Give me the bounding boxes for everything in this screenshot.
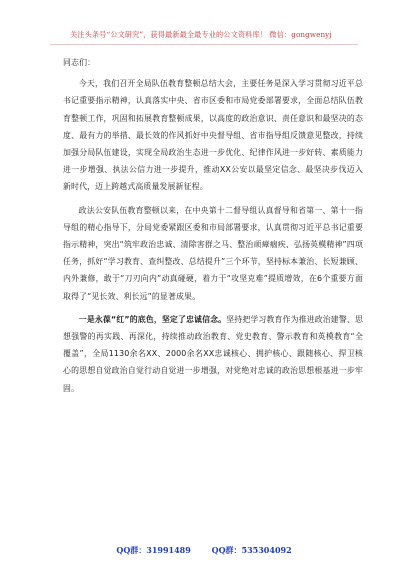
header-banner: 关注头条号“公文研究”，获得最新最全最专业的公文资料库！ 微信：gongwenyj (70, 30, 332, 39)
salutation: 同志们： (63, 58, 96, 67)
paragraph-1: 今天，我们召开全局队伍教育整顿总结大会，主要任务是深入学习贯彻习近平总书记重要指示精神，认真落实中央、省市区委和市局党委部署要求，全面总结队伍教育整顿工作，巩固和拓展教育整顿成果，以高度的政治意识、责任意识和最坚决的态度、最有力的举措、最长效的作风抓好中央督导组、省市指导组反馈意见整改，持续加强分局队伍建设，实现全局政治生态进一步优化、纪律作风进一步好转、素质能力进一步增强、执法公信力进一步提升，推动XX公安以最坚定信念、最坚决步伐迈入新时代，迈上跨越式高质量发展新征程。 (63, 79, 363, 192)
header-divider (50, 44, 358, 45)
document-body (63, 54, 363, 397)
paragraph-2: 政法公安队伍教育整顿以来，在中央第十二督导组认真督导和省第一、第十一指导组的精心指导下，分局党委紧跟区委和市局部署要求，认真贯彻习近平总书记重要指示精神，突出“筑牢政治忠诚、清除害群之马、整治顽瘴痼疾、弘扬英模精神”四项任务，抓好“学习教育、查纠整改、总结提升”三个环节，坚持标本兼治、长短兼顾、内外兼修，敢于“刀刃向内”动真碰硬，着力于“攻坚克难”提质增效，在6个重要方面取得了“见长效、利长远”的显著成果。 (63, 205, 363, 301)
footer-qq-group-2: QQ群：535304092 (211, 545, 292, 555)
footer-qq-groups (0, 545, 408, 556)
paragraph-3-body: 坚持把学习教育作为推进政治建警、思想强警的再实践、再深化，持续推动政治教育、党史教育、警示教育和英模教育“全覆盖”，全局1130余名XX、2000余名XX忠诚核心、拥护核心、跟随核心、捍卫核心的思想自觉政治自觉行动自觉进一步增强，对党绝对忠诚的政治思想根基进一步牢固。 (63, 314, 363, 393)
paragraph-3-heading: 一是永葆“红”的底色，坚定了忠诚信念。 (78, 314, 227, 324)
footer-qq-group-1: QQ群：31991489 (116, 545, 191, 555)
paragraph-3 (63, 311, 363, 397)
